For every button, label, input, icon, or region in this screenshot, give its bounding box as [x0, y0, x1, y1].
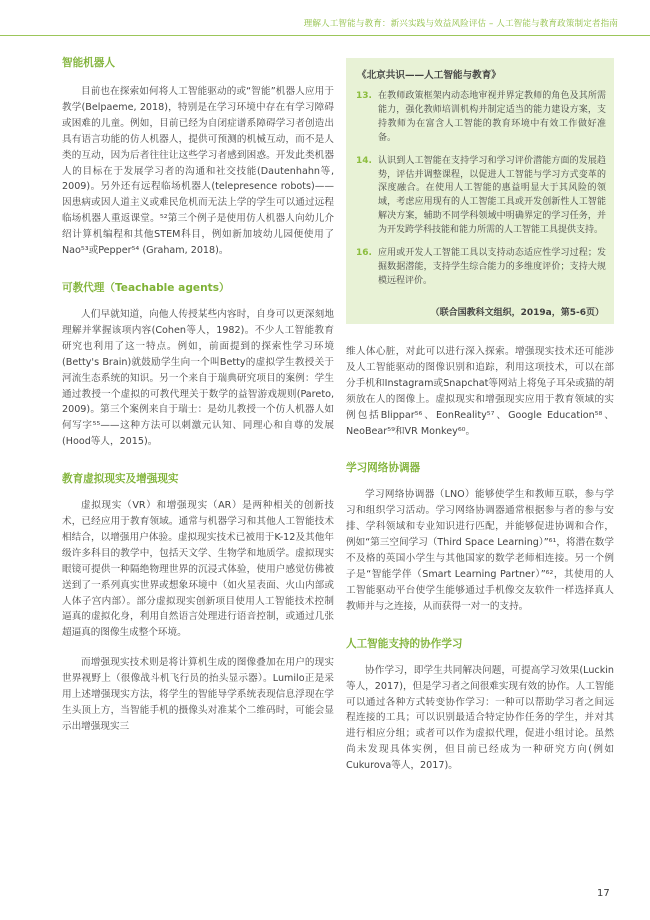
quote-item-text: 认识到人工智能在支持学习和学习评价潜能方面的发展趋势，评估并调整课程，以促进人工智能与学习方式变革的深度融合。在使用人工智能的惠益明显大于其风险的领域，考虑应用现有的人工智能工具或开发创新性人工智能解决方案，辅助不同学科领域中明确界定的学习任务，并为开发跨学科技能和能力所需的人工智能工具提供支持。 — [378, 155, 606, 236]
header-divider — [0, 35, 650, 36]
running-header: 理解人工智能与教育：新兴实践与效益风险评估 – 人工智能与教育政策制定者指南 — [303, 19, 618, 29]
body-paragraph: 目前也在探索如何将人工智能驱动的或“智能”机器人应用于教学(Belpaeme, 2018)，特别是在学习环境中存在有学习障碍或困难的儿童。例如，目前已经为自闭症谱系障碍学习者创造出具有语言功能的仿人机器人，提供可预测的机械互动，而不是人类的互动，因为后者往往让这些学习者感到困惑。开发此类机器人的目标在于发展学习者的沟通和社交技能(Dautenhahn等, 2009)。另外还有远程临场机器人(telepresence robots)——因患病或因人道主义或难民危机而无法上学的学生可以通过远程临场机器人重返课堂。⁵²第三个例子是使用仿人机器人向幼儿介绍计算机编程和其他STEM科目，例如新加坡幼儿园便使用了Nao⁵³或Pepper⁵⁴ (Graham, 2018)。 — [62, 86, 334, 257]
quote-item — [356, 155, 606, 238]
right-column — [346, 344, 614, 774]
body-paragraph: 协作学习，即学生共同解决问题，可提高学习效果(Luckin等人，2017)，但是学习者之间很难实现有效的协作。人工智能可以通过各种方式转变协作学习：一种可以帮助学习者之间远程连接的工具；可以识别最适合特定协作任务的学生，并对其进行相应分组；或者可以作为虚拟代理，促进小组讨论。虽然尚未发现具体实例，但目前已经成为一种研究方向(例如Cukurova等人，2017)。 — [346, 664, 615, 772]
quote-item-number: 16. — [356, 248, 372, 259]
body-paragraph: 而增强现实技术则是将计算机生成的图像叠加在用户的现实世界视野上（很像战斗机飞行员的抬头显示器）。Lumilo正是采用上述增强现实方法，将学生的智能导学系统表现信息浮现在学生头顶上方，当智能手机的摄像头对准某个二维码时，可能会显示出增强现实三 — [62, 657, 334, 732]
section-heading-ai-collaborative-learning: 人工智能支持的协作学习 — [346, 637, 463, 650]
quote-item-list — [356, 90, 606, 298]
beijing-consensus-quote-box — [346, 58, 614, 324]
body-paragraph: 人们早就知道，向他人传授某些内容时，自身可以更深刻地理解并掌握该项内容(Cohen等人，1982)。不少人工智能教育研究也利用了这一特点。例如，前面提到的探索性学习环境(Betty's Brain)就鼓励学生向一个叫Betty的虚拟学生教授关于河流生态系统的知识。另一个来自于瑞典研究项目的案例：学生通过教授一个虚拟的可教代理关于数学的益智游戏规则(Pareto, 2009)。第三个案例来自于瑞士：是幼儿教授一个仿人机器人如何写字⁵⁵——这种方法可以刺激元认知、同理心和自尊的发展(Hood等人，2015)。 — [62, 308, 334, 448]
section-heading-teachable-agents: 可教代理（Teachable agents） — [62, 281, 230, 294]
body-paragraph-continuation: 维人体心脏，对此可以进行深入探索。增强现实技术还可能涉及人工智能驱动的图像识别和追踪，利用这项技术，可以在部分手机和Instagram或Snapchat等网站上将兔子耳朵或猫的胡须放在人的图像上。虚拟现实和增强现实应用于教育领域的实例包括Blippar⁵⁶、EonReality⁵⁷、Google Education⁵⁸、NeoBear⁵⁹和VR Monkey⁶⁰。 — [346, 346, 614, 437]
quote-box-title: 《北京共识——人工智能与教育》 — [357, 70, 501, 81]
quote-item-text: 在教师政策框架内动态地审视并界定教师的角色及其所需能力，强化教师培训机构并制定适当的能力建设方案，支持教师为在富含人工智能的教育环境中有效工作做好准备。 — [378, 91, 606, 143]
body-paragraph: 虚拟现实（VR）和增强现实（AR）是两种相关的创新技术，已经应用于教育领域。通常与机器学习和其他人工智能技术相结合，以增强用户体验。虚拟现实技术已被用于K-12及其他年级许多科目的教学中，包括天文学、生物学和地质学。虚拟现实眼镜可提供一种隔绝物理世界的沉浸式体验，使用户感觉仿佛被送到了一系列真实世界或想象环境中（如火星表面、火山内部或人体子宫内部）。部分虚拟现实创新项目使用人工智能技术控制逼真的虚拟化身，利用自然语言处理进行语音控制，或通过几张超逼真的图像生成整个环境。 — [62, 500, 334, 639]
quote-item-number: 14. — [356, 155, 372, 166]
quote-item-text: 应用或开发人工智能工具以支持动态适应性学习过程；发掘数据潜能，支持学生综合能力的多维度评价；支持大规模远程评价。 — [378, 248, 606, 286]
section-heading-intelligent-robots: 智能机器人 — [62, 57, 115, 69]
quote-item — [356, 90, 606, 146]
quote-item-number: 13. — [356, 91, 372, 101]
quote-source-citation: （联合国教科文组织，2019a，第5-6页） — [430, 308, 604, 318]
body-paragraph: 学习网络协调器（LNO）能够使学生和教师互联，参与学习和组织学习活动。学习网络协调器通常根据参与者的参与安排、学科领域和专业知识进行匹配，并能够促进协调和合作，例如“第三空间学习（Third Space Learning）”⁶¹，将潜在数学不及格的英国小学生与其他国家的数学老师相连接。另一个例子是“智能学伴（Smart Learning Partner）”⁶²，其使用的人工智能驱动平台使学生能够通过手机像交友软件一样选择真人教师并与之连接，从而获得一对一的支持。 — [346, 489, 614, 612]
section-heading-vr-ar: 教育虚拟现实及增强现实 — [62, 473, 179, 486]
quote-item — [356, 247, 606, 289]
page-number: 17 — [597, 888, 610, 899]
left-column — [62, 52, 334, 735]
section-heading-learning-network-orchestrators: 学习网络协调器 — [346, 462, 421, 475]
